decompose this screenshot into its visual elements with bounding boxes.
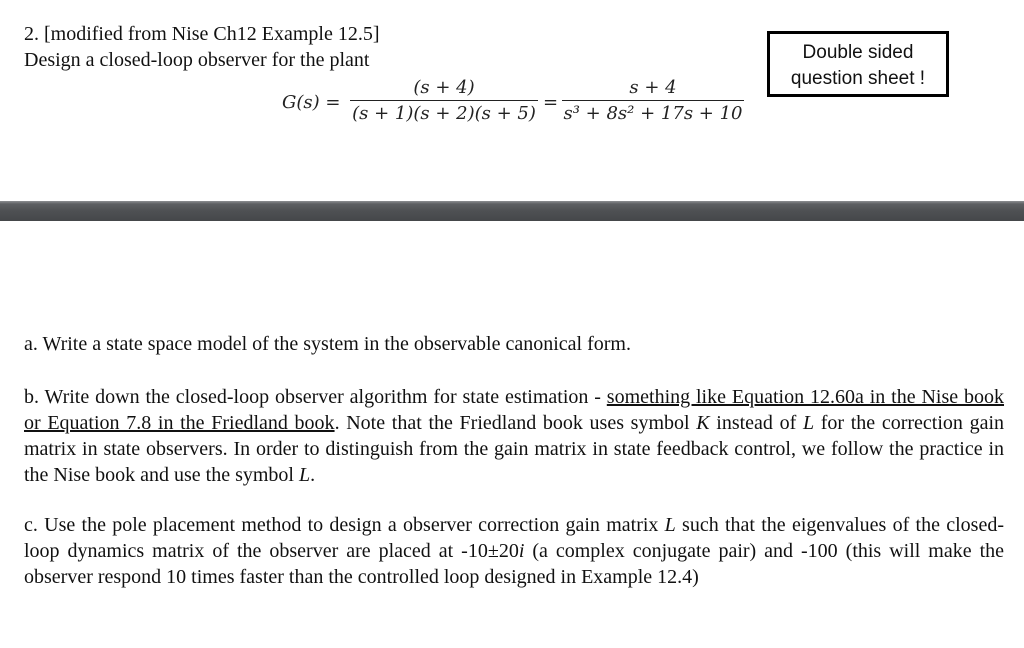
notice-line-2: question sheet ! <box>790 68 926 89</box>
part-a-paragraph <box>24 331 1004 357</box>
equation-equals: = <box>543 92 559 113</box>
fraction-1-bar <box>350 100 538 101</box>
fraction-2-denominator: s³ + 8s² + 17s + 10 <box>563 103 743 124</box>
part-c-paragraph <box>24 512 1004 590</box>
part-b-text-3: instead of <box>709 412 803 434</box>
part-c-symbol-i: i <box>518 540 525 562</box>
double-sided-notice <box>767 31 949 97</box>
fraction-1-numerator: (s + 4) <box>413 77 475 98</box>
part-b-symbol-l-2: L <box>298 464 311 486</box>
part-c-text-3: (a complex conjugate pair) and -100 (this will make the observer respond 10 times faster than the controlled loop designed in Example 12.4) <box>24 540 1004 588</box>
part-b-text-4: for the correction gain matrix in state observers. In order to distinguish from the gain matrix in state feedback control, we follow the practice in the Nise book and use the symbol <box>24 412 1005 486</box>
part-b-symbol-l-1: L <box>802 412 815 434</box>
fraction-1-denominator: (s + 1)(s + 2)(s + 5) <box>352 103 536 124</box>
part-b-symbol-k: K <box>696 412 710 434</box>
part-b-reference-link[interactable]: something like Equation 12.60a in the Nise book or Equation 7.8 in the Friedland book <box>24 386 1005 434</box>
problem-intro: Design a closed-loop observer for the plant <box>24 49 370 71</box>
part-b-text-1: b. Write down the closed-loop observer algorithm for state estimation - <box>24 386 607 408</box>
fraction-2-bar <box>562 100 744 101</box>
part-c-text-2: such that the eigenvalues of the closed-loop dynamics matrix of the observer are placed at -10±20 <box>24 514 1004 562</box>
part-b-text-2: . Note that the Friedland book uses symbol <box>334 412 697 434</box>
part-a-text: a. Write a state space model of the system in the observable canonical form. <box>24 333 631 355</box>
fraction-1 <box>350 77 538 125</box>
fraction-2-numerator: s + 4 <box>629 77 677 98</box>
part-c-text-1: c. Use the pole placement method to design a observer correction gain matrix <box>24 514 665 536</box>
page-divider-band <box>0 201 1024 221</box>
problem-title: 2. [modified from Nise Ch12 Example 12.5] <box>24 23 380 45</box>
equation-lhs: G(s) = <box>282 92 341 113</box>
part-b-text-5: . <box>310 464 316 486</box>
part-c-symbol-l: L <box>664 514 676 536</box>
notice-line-1: Double sided <box>802 42 914 63</box>
part-b-paragraph <box>24 384 1004 488</box>
fraction-2 <box>562 77 744 125</box>
